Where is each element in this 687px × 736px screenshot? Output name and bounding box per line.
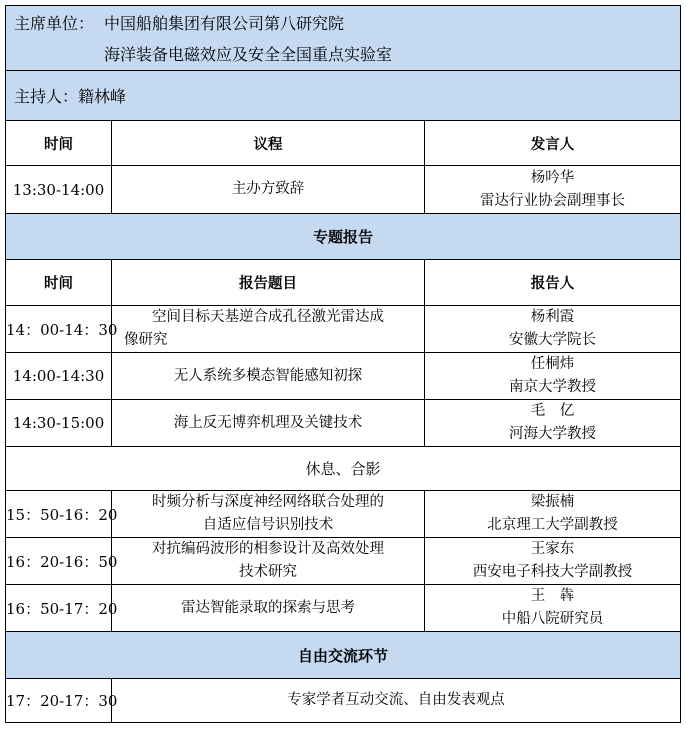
report-topic [112,491,425,538]
agenda-header-time: 时间 [6,121,112,166]
report-topic-line2: 自适应信号识别技术 [202,517,334,533]
moderator-label: 主持人： [14,87,79,106]
report-speaker [425,353,681,400]
free-item: 专家学者互动交流、自由发表观点 [112,679,681,723]
host-org-cell [6,6,681,71]
report-speaker-title: 安徽大学院长 [509,332,596,348]
report-speaker-name: 毛 亿 [530,403,575,419]
host-org-label: 主席单位： [14,14,95,33]
opening-speaker-name: 杨吟华 [530,169,575,186]
moderator-name: 籍林峰 [78,87,127,106]
report-time: 16：50-17：20 [6,585,112,632]
report-speaker [425,585,681,632]
report-speaker-name: 任桐炜 [530,356,575,372]
opening-speaker [425,166,681,214]
report-time: 14:00-14:30 [6,353,112,400]
report-speaker-title: 河海大学教授 [509,426,596,442]
table-row [6,538,681,585]
opening-time: 13:30-14:00 [6,166,112,214]
opening-speaker-title: 雷达行业协会副理事长 [480,192,625,209]
report-speaker-title: 中船八院研究员 [501,611,604,627]
report-topic: 雷达智能录取的探索与思考 [112,585,425,632]
report-time: 14:30-15:00 [6,400,112,447]
report-speaker-name: 王 犇 [530,588,575,604]
opening-item: 主办方致辞 [112,166,425,214]
report-topic-line2: 像研究 [124,332,168,348]
section-free-exchange: 自由交流环节 [6,632,681,679]
agenda-table [5,5,681,723]
host-org-line1: 中国船舶集团有限公司第八研究院 [104,14,345,33]
table-row [6,353,681,400]
report-speaker-title: 北京理工大学副教授 [487,517,618,533]
host-org-line2: 海洋装备电磁效应及安全全国重点实验室 [104,45,393,64]
agenda-header-item: 议程 [112,121,425,166]
free-time: 17：20-17：30 [6,679,112,723]
report-time: 14：00-14：30 [6,306,112,353]
table-row [6,166,681,214]
report-speaker-name: 王家东 [530,541,575,557]
report-speaker [425,538,681,585]
report-speaker [425,491,681,538]
table-row [6,491,681,538]
report-time: 15：50-16：20 [6,491,112,538]
report-speaker-title: 南京大学教授 [509,379,596,395]
report-topic: 海上反无博弈机理及关键技术 [112,400,425,447]
table-row [6,306,681,353]
section-reports: 专题报告 [6,214,681,260]
report-time: 16：20-16：50 [6,538,112,585]
report-speaker-title: 西安电子科技大学副教授 [472,564,633,580]
reports-header-speaker: 报告人 [425,260,681,306]
break-row: 休息、合影 [6,447,681,491]
report-topic-line1: 时频分析与深度神经网络联合处理的 [152,494,384,510]
moderator-cell [6,71,681,121]
report-topic: 无人系统多模态智能感知初探 [112,353,425,400]
report-topic-line2: 技术研究 [239,564,297,580]
agenda-sheet [5,5,680,723]
reports-header-topic: 报告题目 [112,260,425,306]
report-topic [112,538,425,585]
agenda-header-speaker: 发言人 [425,121,681,166]
reports-header-time: 时间 [6,260,112,306]
report-speaker-name: 杨利霞 [530,309,575,325]
report-speaker [425,400,681,447]
report-topic-line1: 对抗编码波形的相参设计及高效处理 [152,541,384,557]
report-speaker [425,306,681,353]
report-topic [112,306,425,353]
report-topic-line1: 空间目标天基逆合成孔径激光雷达成 [152,309,384,325]
table-row [6,679,681,723]
report-speaker-name: 梁振楠 [530,494,575,510]
table-row [6,585,681,632]
table-row [6,400,681,447]
